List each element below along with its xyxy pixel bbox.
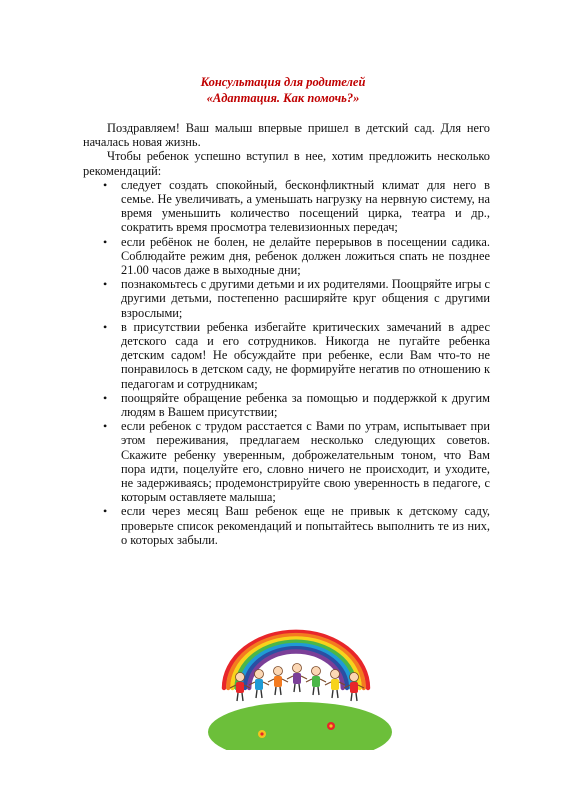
list-item-text: если ребёнок не болен, не делайте перерывов в посещении садика. Соблюдайте режим дня, ребенок должен ложиться спать не позднее 21.00 часов даже в выходные дни; — [121, 234, 490, 278]
bullet-icon: • — [103, 390, 108, 405]
document-body — [83, 121, 490, 547]
child-figure — [268, 667, 288, 696]
child-figure — [287, 664, 307, 693]
list-item-text: познакомьтесь с другими детьми и их родителями. Поощряйте игры с другими детьми, постепенно расширяйте круг общения с другими взрослыми; — [121, 277, 490, 320]
child-figure — [306, 667, 326, 696]
list-item — [83, 277, 490, 320]
intro-paragraph: Поздравляем! Ваш малыш впервые пришел в детский сад. Для него началась новая жизнь. — [83, 121, 490, 150]
list-item — [83, 320, 490, 391]
bullet-icon: • — [103, 177, 108, 192]
lead-paragraph: Чтобы ребенок успешно вступил в нее, хотим предложить несколько рекомендаций: — [83, 149, 490, 178]
recommendations-list — [83, 178, 490, 547]
flower-icon — [327, 722, 335, 730]
flower-icon — [258, 730, 266, 738]
document-title — [80, 74, 486, 106]
list-item — [83, 235, 490, 278]
list-item-text: если ребенок с трудом расстается с Вами по утрам, испытывает при этом переживания, предлагаем несколько следующих советов. Скажите ребенку уверенным, доброжелательным тоном, что Вам пора идти, поцелуйте его, словно ничего не происходит, и уходите, не задерживаясь; продемонстрируйте свою уверенность в педагоге, с которым оставляете малыша; — [121, 419, 490, 505]
bullet-icon: • — [103, 319, 108, 334]
hill-icon — [208, 702, 392, 750]
list-item-text: поощряйте обращение ребенка за помощью и поддержкой к другим людям в Вашем присутствии; — [121, 390, 490, 420]
list-item — [83, 419, 490, 504]
list-item-text: в присутствии ребенка избегайте критических замечаний в адрес детского сада и его сотрудников. Никогда не пугайте ребенка детским садом! Не обсуждайте при ребенке, если Вам что-то не понравилось в детском саду, не формируйте негатив по отношению к педагогам и сотрудникам; — [121, 319, 490, 391]
bullet-icon: • — [103, 419, 108, 434]
bullet-icon: • — [103, 504, 108, 519]
bullet-icon: • — [103, 234, 108, 249]
list-item — [83, 178, 490, 235]
list-item — [83, 504, 490, 547]
list-item-text: следует создать спокойный, бесконфликтный климат для него в семье. Не увеличивать, а уменьшать нагрузку на нервную систему, на время уменьшить количество посещений цирка, театра и др., сократить время просмотра телевизионных передач; — [121, 177, 490, 235]
list-item — [83, 391, 490, 419]
rainbow-children-illustration-icon — [196, 610, 396, 750]
list-item-text: если через месяц Ваш ребенок еще не привык к детскому саду, проверьте список рекомендаций и попытайтесь выполнить те из них, о которых забыли. — [121, 504, 490, 547]
title-line-1: Консультация для родителей — [200, 75, 366, 89]
title-line-2: «Адаптация. Как помочь?» — [206, 91, 360, 105]
bullet-icon: • — [103, 277, 108, 292]
